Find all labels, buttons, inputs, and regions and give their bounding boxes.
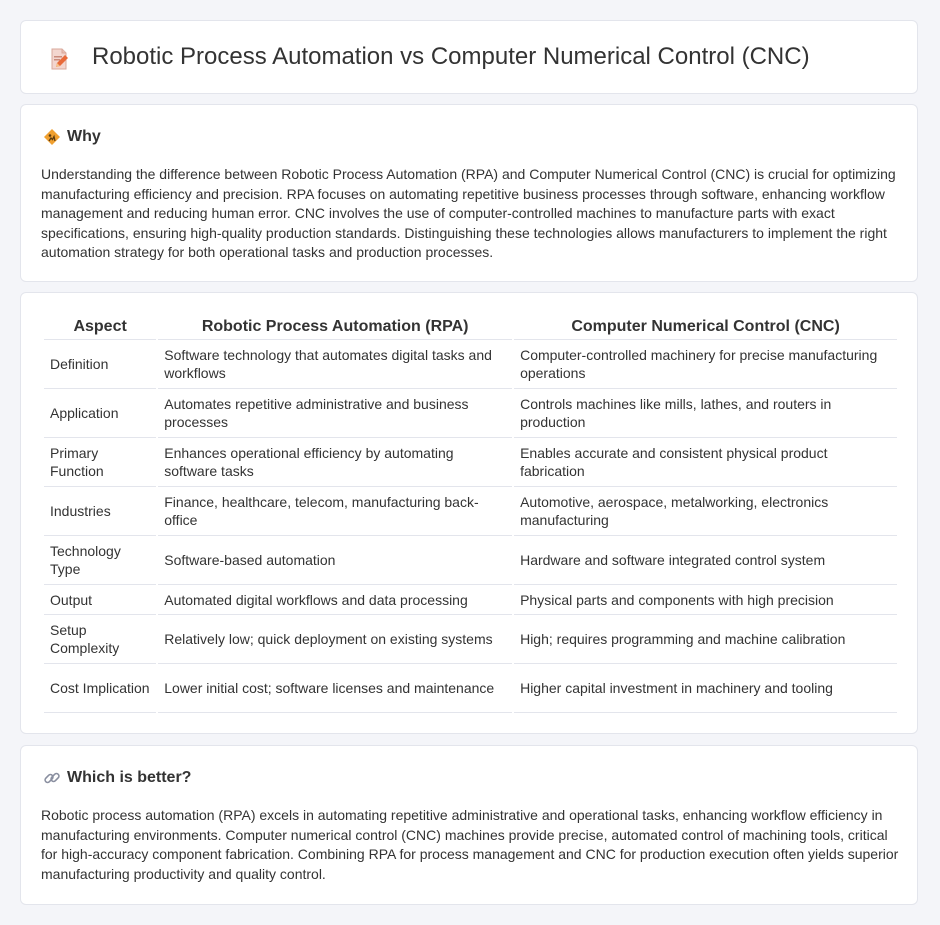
table-row	[44, 438, 897, 487]
title-card	[20, 20, 918, 94]
cnc-cell: Computer-controlled machinery for precise manufacturing operations	[514, 340, 897, 389]
aspect-cell: Industries	[44, 487, 156, 536]
rpa-cell: Finance, healthcare, telecom, manufacturing back-office	[158, 487, 512, 536]
rpa-cell: Automated digital workflows and data processing	[158, 585, 512, 615]
comparison-table	[42, 315, 899, 713]
cnc-cell: Enables accurate and consistent physical product fabrication	[514, 438, 897, 487]
why-heading: Why	[67, 128, 101, 145]
rpa-cell: Software-based automation	[158, 536, 512, 585]
link-icon	[43, 769, 61, 787]
rpa-cell: Relatively low; quick deployment on existing systems	[158, 615, 512, 664]
table-row	[44, 389, 897, 438]
rpa-cell: Enhances operational efficiency by automating software tasks	[158, 438, 512, 487]
diamond-sign-icon	[43, 128, 61, 146]
table-row	[44, 615, 897, 664]
aspect-cell: Output	[44, 585, 156, 615]
better-heading-row	[43, 768, 191, 788]
cnc-cell: Higher capital investment in machinery and tooling	[514, 664, 897, 713]
why-section	[20, 104, 918, 282]
better-heading: Which is better?	[67, 769, 192, 786]
cnc-cell: Automotive, aerospace, metalworking, electronics manufacturing	[514, 487, 897, 536]
header-cnc: Computer Numerical Control (CNC)	[514, 315, 897, 340]
cnc-cell: High; requires programming and machine calibration	[514, 615, 897, 664]
rpa-cell: Software technology that automates digital tasks and workflows	[158, 340, 512, 389]
rpa-cell: Lower initial cost; software licenses and maintenance	[158, 664, 512, 713]
cnc-cell: Controls machines like mills, lathes, and routers in production	[514, 389, 897, 438]
aspect-cell: Setup Complexity	[44, 615, 156, 664]
comparison-section	[20, 292, 918, 734]
better-text: Robotic process automation (RPA) excels in automating repetitive administrative and operational tasks, enhancing workflow efficiency in manufacturing environments. Computer numerical control (CNC) machines provide precise, automated control of machining tools, critical for high-accuracy component fabrication. Combining RPA for process management and CNC for production execution often yields superior manufacturing productivity and quality control.	[41, 807, 899, 882]
aspect-cell: Definition	[44, 340, 156, 389]
aspect-cell: Primary Function	[44, 438, 156, 487]
cnc-cell: Physical parts and components with high precision	[514, 585, 897, 615]
header-aspect: Aspect	[44, 315, 156, 340]
why-heading-row	[43, 127, 101, 147]
table-header-row	[44, 315, 897, 340]
rpa-cell: Automates repetitive administrative and business processes	[158, 389, 512, 438]
table-row	[44, 664, 897, 713]
document-edit-icon	[47, 47, 71, 71]
cnc-cell: Hardware and software integrated control system	[514, 536, 897, 585]
aspect-cell: Cost Implication	[44, 664, 156, 713]
aspect-cell: Technology Type	[44, 536, 156, 585]
page-title: Robotic Process Automation vs Computer Numerical Control (CNC)	[92, 43, 810, 70]
table-row	[44, 585, 897, 615]
table-row	[44, 487, 897, 536]
which-is-better-section	[20, 745, 918, 905]
table-row	[44, 340, 897, 389]
aspect-cell: Application	[44, 389, 156, 438]
table-row	[44, 536, 897, 585]
why-text: Understanding the difference between Robotic Process Automation (RPA) and Computer Numerical Control (CNC) is crucial for optimizing manufacturing efficiency and precision. RPA focuses on automating repetitive business processes through software, enhancing workflow management and reducing human error. CNC involves the use of computer-controlled machines to manufacture parts with exact specifications, ensuring high-quality production standards. Distinguishing these technologies allows manufacturers to implement the right automation strategy for both operational tasks and production processes.	[41, 166, 896, 261]
header-rpa: Robotic Process Automation (RPA)	[158, 315, 512, 340]
